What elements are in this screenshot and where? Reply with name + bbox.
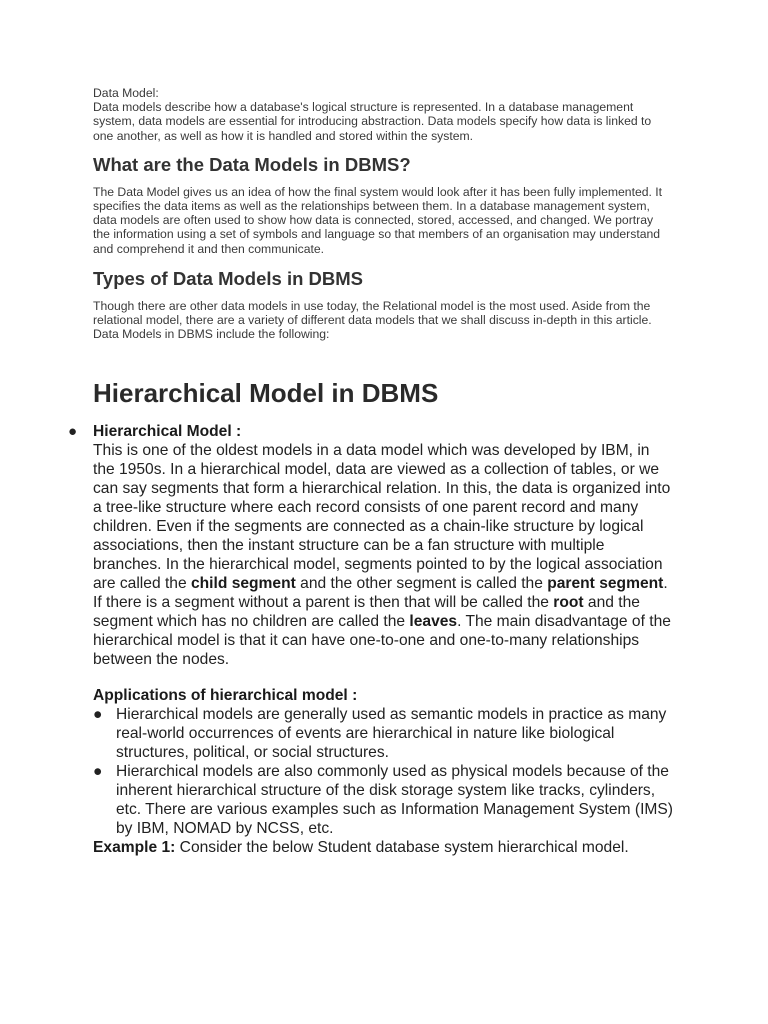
applications-title: Applications of hierarchical model : [93,687,358,705]
applications-list [93,705,673,838]
example-label: Example 1: [93,839,176,857]
intro-heading: Data Model: [93,86,159,100]
leaves-term: leaves [409,613,458,631]
section2-paragraph: Though there are other data models in use today, the Relational model is the most used. Aside from the relational model, there are a variety of different data models that we shall discuss in-depth in this article. Data Models in DBMS include the following: [93,298,652,342]
section1-text [93,185,673,256]
hierarchical-bullet [68,422,673,669]
example-text: Consider the below Student database system hierarchical model. [175,839,629,857]
root-term: root [553,594,584,612]
section-title-what-are-data-models: What are the Data Models in DBMS? [93,153,411,175]
bullet-icon: ● [93,763,103,781]
section1-paragraph: The Data Model gives us an idea of how the final system would look after it has been fully implemented. It specifies the data items as well as the relationships between them. In a database management system, data models are often used to show how data is connected, stored, accessed, and changed. We portray the information using a set of symbols and language so that members of an organisation may understand and comprehend it and then communicate. [93,184,663,256]
section-title-types-of-data-models: Types of Data Models in DBMS [93,267,363,289]
hierarchical-description: This is one of the oldest models in a data model which was developed by IBM, in the 1950s. In a hierarchical model, data are viewed as a collection of tables, or we can say segments that form a hierarchical relation. In this, the data is organized into a tree-like structure where each record consists of one parent record and many children. Even if the segments are connected as a chain-like structure by logical associations, then the instant structure can be a fan structure with multiple branches. In the hierarchical model, segments pointed to by the logical association are called the child segment and the other segment is called the parent segment. If there is a segment without a parent is then that will be called the root and the segment which has no children are called the leaves. The main disadvantage of the hierarchical model is that it can have one-to-one and one-to-many relationships between the nodes. [93,442,671,669]
example-line [93,838,673,857]
list-item: ● Hierarchical models are generally used as semantic models in practice as many real-world occurrences of events are hierarchical in nature like biological structures, political, or social structures. [93,706,667,762]
intro-section [93,86,673,143]
intro-text: Data models describe how a database's logical structure is represented. In a database management system, data models are essential for introducing abstraction. Data models specify how data is linked to one another, as well as how it is handled and stored within the system. [93,100,652,143]
hierarchical-model-label: Hierarchical Model : [93,423,242,441]
hierarchical-model-title: Hierarchical Model in DBMS [93,378,439,409]
section2-text [93,299,673,342]
bullet-icon: ● [93,706,103,724]
bullet-icon: ● [68,423,78,441]
list-item: ● Hierarchical models are also commonly used as physical models because of the inherent hierarchical structure of the disk storage system like tracks, cylinders, etc. There are various examples such as Information Management System (IMS) by IBM, NOMAD by NCSS, etc. [93,763,673,838]
applications-section [93,686,673,857]
document-page [68,86,673,857]
parent-segment-term: parent segment [547,575,664,593]
child-segment-term: child segment [190,575,296,593]
